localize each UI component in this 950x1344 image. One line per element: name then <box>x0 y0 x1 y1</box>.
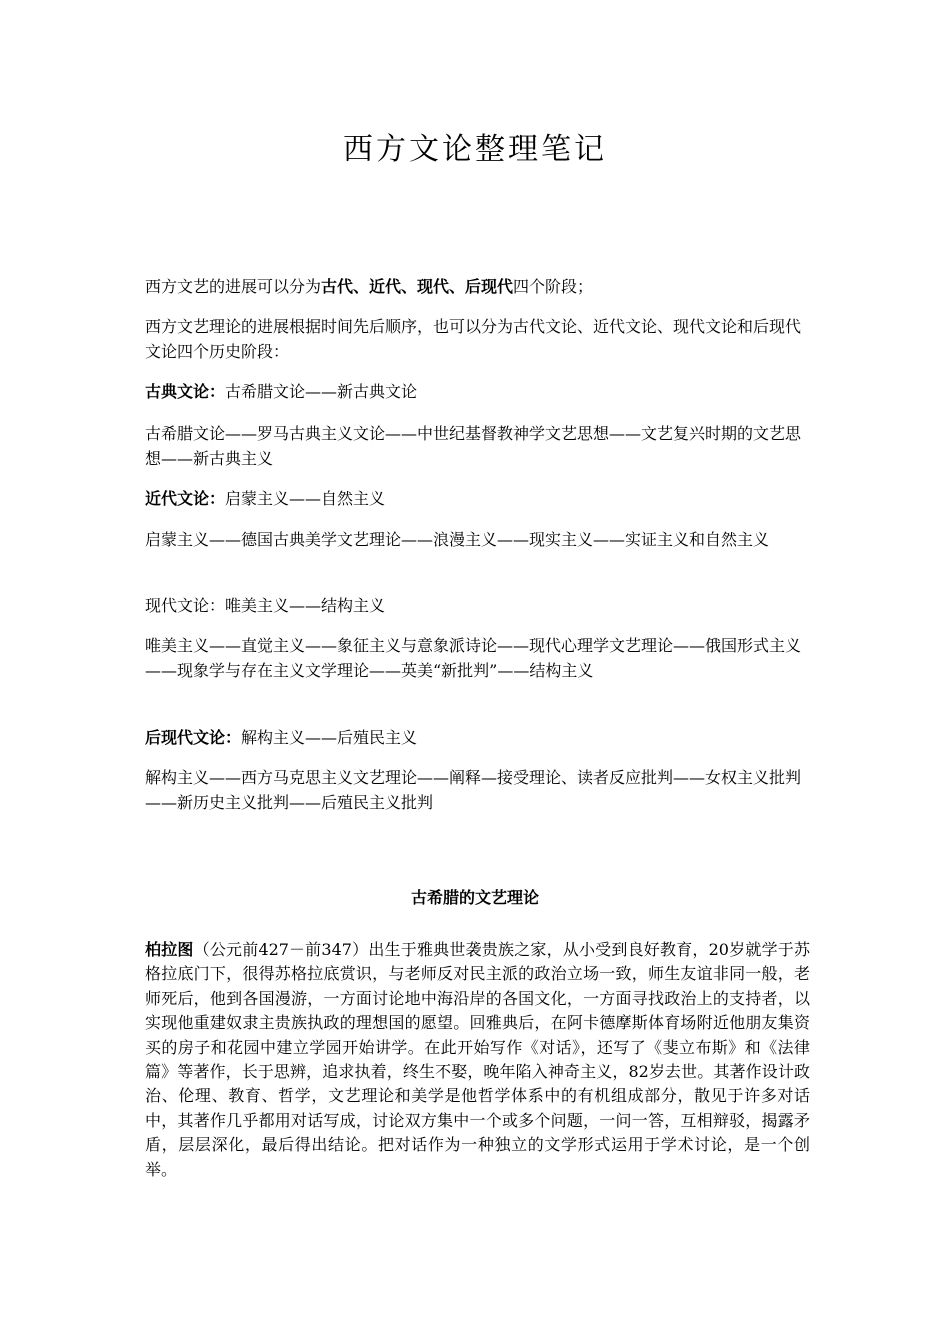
intro-theory-paragraph: 西方文艺理论的进展根据时间先后顺序，也可以分为古代文论、近代文论、现代文论和后现代文论四个历史阶段： <box>145 317 802 361</box>
intro-periods-bold: 古代、近代、现代、后现代 <box>321 277 514 296</box>
stage-summary-text: 古希腊文论——新古典文论 <box>225 382 418 401</box>
stage-classical-detail: 古希腊文论——罗马古典主义文论——中世纪基督教神学文艺思想——文艺复兴时期的文艺思想——新古典主义 <box>145 424 802 468</box>
document-title: 西方文论整理笔记 <box>343 132 607 167</box>
plato-bio-text: （公元前427－前347）出生于雅典世袭贵族之家，从小受到良好教育，20岁就学于苏格拉底门下，很得苏格拉底赏识，与老师反对民主派的政治立场一致，师生友谊非同一般，老师死后，他到各国漫游，一方面讨论地中海沿岸的各国文化，一方面寻找政治上的支持者，以实现他重建奴隶主贵族执政的理想国的愿望。回雅典后，在阿卡德摩斯体育场附近他朋友集资买的房子和花园中建立学园开始讲学。在此开始写作《对话》，还写了《斐立布斯》和《法律篇》等著作，长于思辨，追求执着，终生不娶，晚年陷入神奇主义，82岁去世。其著作设计政治、伦理、教育、哲学，文艺理论和美学是他哲学体系中的有机组成部分，散见于许多对话中，其著作几乎都用对话写成，讨论双方集中一个或多个问题，一问一答，互相辩驳，揭露矛盾，层层深化，最后得出结论。把对话作为一种独立的文学形式运用于学术讨论，是一个创举。 <box>145 940 810 1179</box>
intro-periods-line <box>145 274 810 299</box>
plato-paragraph <box>145 938 810 1182</box>
stage-summary-text: 唯美主义——结构主义 <box>225 596 386 615</box>
stage-label: 现代文论： <box>145 596 226 615</box>
stage-early-modern-detail: 启蒙主义——德国古典美学文艺理论——浪漫主义——现实主义——实证主义和自然主义 <box>145 530 770 549</box>
plato-name: 柏拉图 <box>145 940 194 959</box>
stage-label: 后现代文论： <box>145 728 242 747</box>
section-heading: 古希腊的文艺理论 <box>410 888 539 907</box>
stage-summary-text: 启蒙主义——自然主义 <box>225 489 386 508</box>
stage-postmodern-summary <box>145 725 810 750</box>
stage-classical-summary <box>145 379 810 404</box>
stage-label: 近代文论： <box>145 489 226 508</box>
stage-modern-detail: 唯美主义——直觉主义——象征主义与意象派诗论——现代心理学文艺理论——俄国形式主义——现象学与存在主义文学理论——英美“新批判”——结构主义 <box>145 636 802 680</box>
stage-postmodern-detail: 解构主义——西方马克思主义文艺理论——阐释—接受理论、读者反应批判——女权主义批判——新历史主义批判——后殖民主义批判 <box>145 768 802 812</box>
stage-modern-summary <box>145 593 810 618</box>
stage-label: 古典文论： <box>145 382 226 401</box>
stage-summary-text: 解构主义——后殖民主义 <box>241 728 418 747</box>
intro-periods-suffix: 四个阶段； <box>513 277 594 296</box>
stage-early-modern-summary <box>145 486 810 511</box>
intro-periods-prefix: 西方文艺的进展可以分为 <box>145 277 322 296</box>
